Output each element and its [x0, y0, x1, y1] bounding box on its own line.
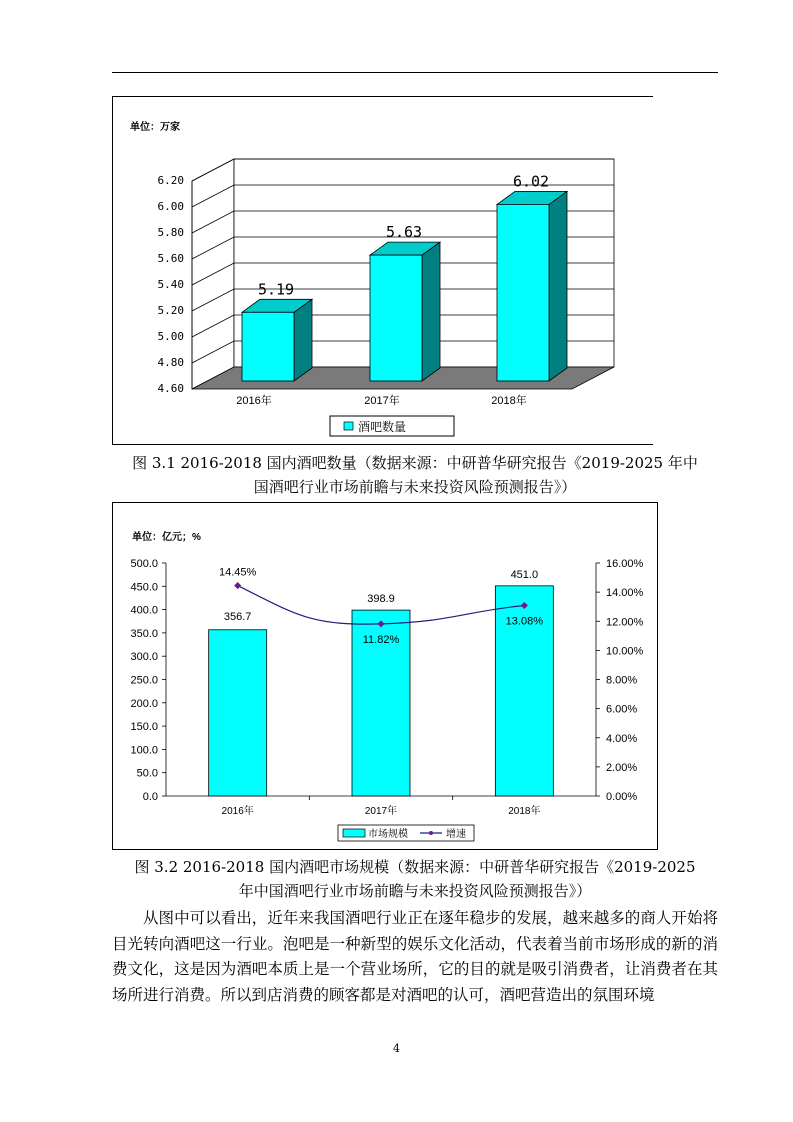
chart1-y-tick-label: 6.00 [157, 200, 184, 213]
figure1-caption-line1: 图 3.1 2016-2018 国内酒吧数量（数据来源：中研普华研究报告《2019-2025 年中 [132, 454, 698, 472]
chart2-line-data-label: 13.08% [505, 615, 543, 628]
chart1-x-tick-label: 2017年 [364, 395, 400, 407]
figure2-caption-line2: 年中国酒吧行业市场前瞻与未来投资风险预测报告》） [238, 882, 592, 900]
chart2-y2-tick-label: 4.00% [606, 732, 638, 745]
chart2-y2-tick-label: 12.00% [606, 616, 644, 629]
chart2-y2-tick-label: 8.00% [606, 674, 638, 687]
chart1-legend-label: 酒吧数量 [358, 420, 407, 434]
body-paragraph-text: 从图中可以看出，近年来我国酒吧行业正在逐年稳步的发展，越来越多的商人开始将目光转向酒吧这一行业。泡吧是一种新型的娱乐文化活动，代表着当前市场形成的新的消费文化，这是因为酒吧本质上是一个营业场所，它的目的就是吸引消费者，让消费者在其场所进行消费。所以到店消费的顾客都是对酒吧的认可，酒吧营造出的氛围环境 [112, 909, 718, 1004]
chart2-bar-data-label: 451.0 [510, 568, 539, 581]
chart1-x-tick-label: 2018年 [491, 395, 527, 407]
chart2-x-tick-label: 2016年 [221, 806, 254, 817]
chart2-y-tick-label: 200.0 [130, 697, 158, 710]
chart1-y-tick-label: 6.20 [157, 174, 184, 187]
chart2-x-tick-label: 2018年 [508, 806, 541, 817]
chart2-bar [209, 630, 267, 796]
chart2-bar-data-label: 398.9 [367, 593, 395, 606]
chart2-y-tick-label: 150.0 [130, 721, 158, 734]
chart2-y-tick-label: 350.0 [130, 627, 158, 640]
chart2-y-tick-label: 300.0 [130, 651, 158, 664]
chart2-y2-tick-label: 6.00% [606, 703, 638, 716]
chart2-unit-label: 单位：亿元；% [132, 532, 201, 543]
chart2-y2-tick-label: 14.00% [606, 587, 644, 600]
chart2-y-tick-label: 500.0 [130, 558, 158, 570]
chart1-y-tick-label: 4.80 [157, 356, 184, 369]
chart2-y2-tick-label: 10.00% [606, 645, 644, 658]
chart2-y-tick-label: 400.0 [130, 604, 158, 617]
chart1-data-label: 6.02 [512, 172, 550, 191]
chart2-bar-data-label: 356.7 [223, 610, 252, 623]
page-number: 4 [393, 1042, 400, 1055]
chart1-y-tick-label: 5.40 [157, 278, 184, 291]
chart1-y-tick-label: 5.00 [157, 330, 184, 343]
figure2-caption-line1: 图 3.2 2016-2018 国内酒吧市场规模（数据来源：中研普华研究报告《2019-2025 [134, 858, 696, 876]
chart2-y-tick-label: 450.0 [130, 581, 158, 594]
chart1-data-label: 5.19 [257, 280, 295, 299]
chart2-y2-tick-label: 0.00% [606, 791, 638, 803]
chart2-y-tick-label: 50.0 [136, 767, 158, 780]
chart2-y-tick-label: 250.0 [130, 674, 158, 687]
chart2-line-marker [234, 582, 241, 589]
chart1-x-tick-label: 2016年 [236, 395, 272, 407]
chart1-data-label: 5.63 [385, 223, 423, 242]
chart1-unit-label: 单位：万家 [130, 122, 180, 133]
chart1-y-tick-label: 5.80 [157, 226, 184, 239]
chart2-legend-bar-label: 市场规模 [368, 829, 408, 840]
figure1-caption-line2: 国酒吧行业市场前瞻与未来投资风险预测报告》） [253, 478, 577, 496]
body-paragraph [112, 906, 718, 1008]
chart2-y2-tick-label: 16.00% [606, 558, 644, 570]
chart2-legend-line-label: 增速 [446, 829, 466, 840]
chart1-y-tick-label: 5.60 [157, 252, 184, 265]
chart2-legend-bar-swatch [343, 829, 365, 837]
chart1-y-tick-label: 5.20 [157, 304, 184, 317]
chart2-legend-line-marker [429, 831, 433, 835]
chart2-y-tick-label: 0.0 [142, 791, 158, 803]
chart2-y-tick-label: 100.0 [130, 744, 158, 757]
chart2-x-tick-label: 2017年 [364, 806, 398, 817]
chart2-line-data-label: 14.45% [219, 566, 257, 579]
chart2-y2-tick-label: 2.00% [606, 761, 638, 774]
chart1-y-tick-label: 4.60 [157, 382, 184, 395]
chart2-line-data-label: 11.82% [362, 633, 400, 646]
